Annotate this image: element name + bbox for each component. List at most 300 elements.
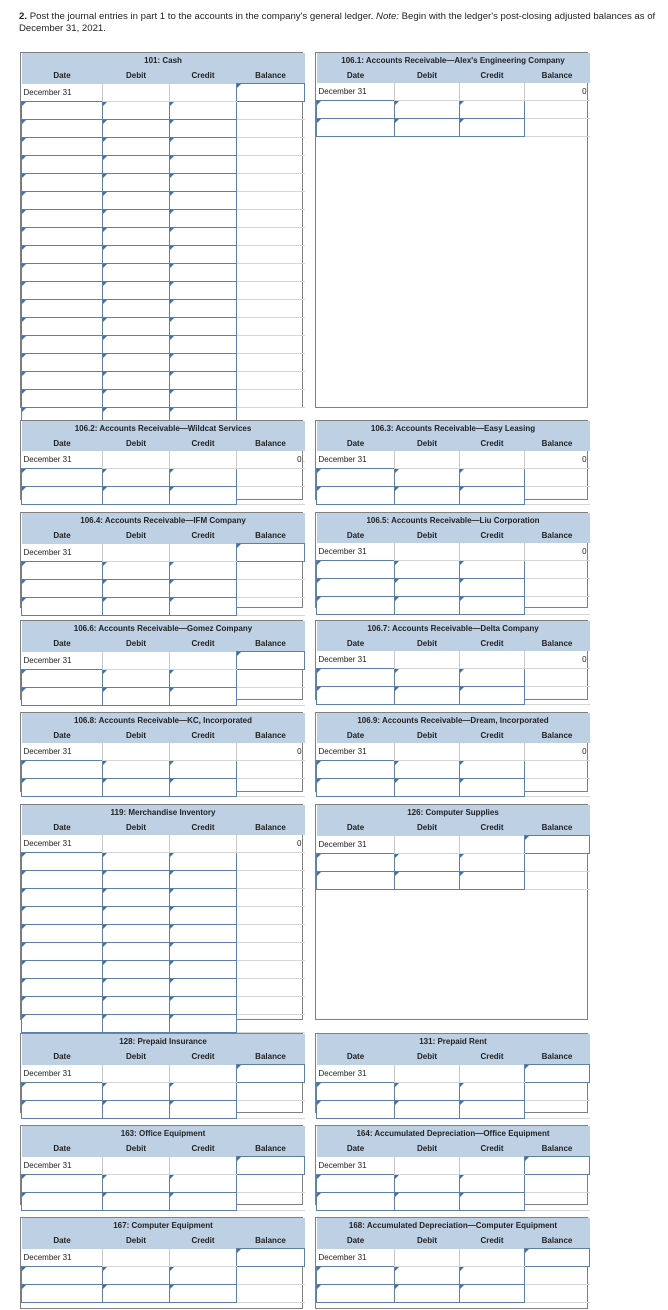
start-balance-input[interactable] [237, 652, 305, 670]
credit-input[interactable] [170, 1101, 237, 1119]
credit-input[interactable] [170, 1175, 237, 1193]
entry-row [22, 670, 305, 688]
date-select[interactable] [317, 579, 395, 597]
credit-input[interactable] [170, 907, 237, 925]
start-date: December 31 [318, 655, 367, 664]
debit-input[interactable] [103, 670, 170, 688]
date-select[interactable] [22, 943, 103, 961]
debit-input[interactable] [395, 854, 460, 872]
ledger-account-106-4 [20, 512, 303, 608]
debit-input[interactable] [103, 282, 170, 300]
entry-row [317, 854, 590, 872]
debit-input[interactable] [103, 871, 170, 889]
credit-input[interactable] [460, 1175, 525, 1193]
entry-row [317, 1285, 590, 1303]
account-title: 131: Prepaid Rent [317, 1034, 590, 1049]
date-select[interactable] [22, 318, 103, 336]
credit-input[interactable] [460, 854, 525, 872]
credit-input[interactable] [170, 1267, 237, 1285]
debit-input[interactable] [395, 469, 460, 487]
start-debit [103, 1157, 170, 1175]
debit-input[interactable] [395, 579, 460, 597]
balance-cell [237, 102, 305, 120]
credit-input[interactable] [460, 1101, 525, 1119]
column-header-balance: Balance [525, 820, 590, 836]
account-title: 106.9: Accounts Receivable—Dream, Incorporated [317, 713, 590, 728]
debit-input[interactable] [103, 961, 170, 979]
entry-row [22, 156, 305, 174]
debit-input[interactable] [103, 228, 170, 246]
date-select[interactable] [317, 561, 395, 579]
start-credit [460, 1157, 525, 1175]
date-select[interactable] [22, 487, 103, 505]
balance-cell [237, 318, 305, 336]
ledger-account-131 [315, 1033, 588, 1113]
credit-input[interactable] [170, 1083, 237, 1101]
date-select[interactable] [22, 598, 103, 616]
date-select[interactable] [22, 192, 103, 210]
ledger-account-106-1 [315, 52, 588, 408]
entry-row [317, 761, 590, 779]
debit-input[interactable] [103, 1101, 170, 1119]
column-header-debit: Debit [103, 1141, 170, 1157]
debit-input[interactable] [103, 390, 170, 408]
column-header-debit: Debit [103, 528, 170, 544]
note-text: Begin with the ledger's post-closing adjusted balances as of December 31, 2021. [19, 11, 656, 34]
debit-input[interactable] [103, 300, 170, 318]
entry-row [317, 469, 590, 487]
debit-input[interactable] [103, 580, 170, 598]
start-balance-input[interactable] [237, 1157, 305, 1175]
account-title: 164: Accumulated Depreciation—Office Equipment [317, 1126, 590, 1141]
entry-row [317, 1175, 590, 1193]
ledger-account-106-5 [315, 512, 588, 608]
ledger-account-168 [315, 1217, 588, 1309]
date-select[interactable] [22, 871, 103, 889]
credit-input[interactable] [170, 997, 237, 1015]
start-credit [170, 84, 237, 102]
credit-input[interactable] [170, 102, 237, 120]
column-header-credit: Credit [460, 728, 525, 743]
date-select[interactable] [22, 1267, 103, 1285]
column-header-balance: Balance [237, 68, 305, 84]
debit-input[interactable] [103, 598, 170, 616]
column-header-balance: Balance [525, 528, 590, 543]
entry-row [317, 669, 590, 687]
debit-input[interactable] [395, 1175, 460, 1193]
date-select[interactable] [317, 1193, 395, 1211]
date-select[interactable] [317, 119, 395, 137]
date-select[interactable] [22, 390, 103, 408]
credit-input[interactable] [460, 597, 525, 615]
start-balance-input[interactable] [237, 1249, 305, 1267]
credit-input[interactable] [460, 1267, 525, 1285]
account-title: 128: Prepaid Insurance [22, 1034, 305, 1049]
debit-input[interactable] [103, 264, 170, 282]
credit-input[interactable] [460, 487, 525, 505]
credit-input[interactable] [170, 580, 237, 598]
start-credit [170, 743, 237, 761]
column-header-date: Date [22, 68, 103, 84]
balance-cell [237, 871, 305, 889]
debit-input[interactable] [103, 120, 170, 138]
start-date: December 31 [23, 455, 72, 464]
debit-input[interactable] [103, 853, 170, 871]
balance-cell [237, 943, 305, 961]
column-header-balance: Balance [237, 820, 305, 835]
date-select[interactable] [22, 469, 103, 487]
entry-row [22, 469, 305, 487]
date-select[interactable] [22, 979, 103, 997]
credit-input[interactable] [170, 1015, 237, 1033]
date-select[interactable] [22, 853, 103, 871]
credit-input[interactable] [460, 119, 525, 137]
credit-input[interactable] [460, 669, 525, 687]
column-header-debit: Debit [103, 728, 170, 743]
balance-cell [525, 669, 590, 687]
balance-cell [525, 761, 590, 779]
balance-cell [237, 372, 305, 390]
credit-input[interactable] [170, 469, 237, 487]
debit-input[interactable] [395, 687, 460, 705]
debit-input[interactable] [395, 669, 460, 687]
credit-input[interactable] [170, 1285, 237, 1303]
date-select[interactable] [317, 687, 395, 705]
start-credit [170, 1065, 237, 1083]
start-credit [460, 1065, 525, 1083]
debit-input[interactable] [395, 101, 460, 119]
date-select[interactable] [22, 1083, 103, 1101]
column-header-debit: Debit [395, 528, 460, 543]
account-title: 168: Accumulated Depreciation—Computer Equipment [317, 1218, 590, 1233]
credit-input[interactable] [460, 561, 525, 579]
date-select[interactable] [22, 907, 103, 925]
debit-input[interactable] [395, 119, 460, 137]
date-select[interactable] [22, 761, 103, 779]
start-credit [460, 1249, 525, 1267]
start-credit [460, 836, 525, 854]
debit-input[interactable] [103, 688, 170, 706]
column-header-debit: Debit [103, 1233, 170, 1249]
debit-input[interactable] [103, 192, 170, 210]
date-select[interactable] [317, 1101, 395, 1119]
entry-row [22, 1015, 305, 1033]
credit-input[interactable] [460, 687, 525, 705]
credit-input[interactable] [170, 979, 237, 997]
ledger-account-106-6 [20, 620, 303, 700]
entry-row [317, 687, 590, 705]
debit-input[interactable] [103, 336, 170, 354]
start-debit [395, 451, 460, 469]
start-debit [103, 451, 170, 469]
date-select[interactable] [22, 1175, 103, 1193]
credit-input[interactable] [170, 228, 237, 246]
debit-input[interactable] [103, 943, 170, 961]
column-header-balance: Balance [525, 68, 590, 83]
debit-input[interactable] [103, 1285, 170, 1303]
start-debit [103, 1065, 170, 1083]
debit-input[interactable] [395, 761, 460, 779]
column-header-debit: Debit [395, 1233, 460, 1249]
ledger-account-106-7 [315, 620, 588, 700]
credit-input[interactable] [170, 210, 237, 228]
credit-input[interactable] [170, 598, 237, 616]
debit-input[interactable] [103, 562, 170, 580]
start-date: December 31 [318, 1252, 367, 1262]
date-select[interactable] [22, 102, 103, 120]
account-title: 106.5: Accounts Receivable—Liu Corporation [317, 513, 590, 528]
start-date: December 31 [23, 87, 72, 97]
credit-input[interactable] [460, 1285, 525, 1303]
credit-input[interactable] [170, 138, 237, 156]
debit-input[interactable] [395, 487, 460, 505]
account-title: 106.4: Accounts Receivable—IFM Company [22, 513, 305, 528]
credit-input[interactable] [170, 1193, 237, 1211]
column-header-credit: Credit [460, 1049, 525, 1065]
entry-row [317, 579, 590, 597]
debit-input[interactable] [103, 1193, 170, 1211]
date-select[interactable] [317, 779, 395, 797]
balance-cell [525, 854, 590, 872]
balance-cell [237, 1267, 305, 1285]
debit-input[interactable] [103, 246, 170, 264]
credit-input[interactable] [170, 943, 237, 961]
start-balance-input[interactable] [237, 84, 305, 102]
credit-input[interactable] [170, 390, 237, 408]
credit-input[interactable] [170, 156, 237, 174]
balance-cell [525, 579, 590, 597]
debit-input[interactable] [395, 1101, 460, 1119]
date-select[interactable] [317, 101, 395, 119]
debit-input[interactable] [103, 889, 170, 907]
date-select[interactable] [22, 174, 103, 192]
account-title: 119: Merchandise Inventory [22, 805, 305, 820]
credit-input[interactable] [170, 174, 237, 192]
question-number: 2. [19, 11, 28, 22]
credit-input[interactable] [460, 579, 525, 597]
account-title: 163: Office Equipment [22, 1126, 305, 1141]
date-select[interactable] [22, 562, 103, 580]
credit-input[interactable] [170, 562, 237, 580]
date-select[interactable] [317, 1083, 395, 1101]
date-select[interactable] [22, 354, 103, 372]
date-select[interactable] [22, 925, 103, 943]
start-balance: 0 [237, 743, 305, 761]
balance-cell [525, 1267, 590, 1285]
date-select[interactable] [22, 670, 103, 688]
date-select[interactable] [22, 282, 103, 300]
start-balance-input[interactable] [237, 1065, 305, 1083]
entry-row [22, 228, 305, 246]
date-select[interactable] [22, 120, 103, 138]
debit-input[interactable] [103, 156, 170, 174]
date-select[interactable] [22, 688, 103, 706]
credit-input[interactable] [460, 1193, 525, 1211]
date-select[interactable] [22, 246, 103, 264]
credit-input[interactable] [460, 1083, 525, 1101]
date-select[interactable] [317, 761, 395, 779]
debit-input[interactable] [103, 102, 170, 120]
credit-input[interactable] [170, 192, 237, 210]
account-title: 101: Cash [22, 53, 305, 68]
entry-row [317, 1101, 590, 1119]
ledger-account-164 [315, 1125, 588, 1205]
date-select[interactable] [22, 1101, 103, 1119]
balance-cell [525, 1083, 590, 1101]
debit-input[interactable] [395, 1267, 460, 1285]
credit-input[interactable] [170, 961, 237, 979]
debit-input[interactable] [395, 561, 460, 579]
account-title: 106.6: Accounts Receivable—Gomez Company [22, 621, 305, 636]
column-header-debit: Debit [395, 436, 460, 451]
column-header-credit: Credit [170, 1141, 237, 1157]
balance-cell [237, 907, 305, 925]
start-balance: 0 [525, 743, 590, 761]
credit-input[interactable] [170, 670, 237, 688]
start-date: December 31 [23, 655, 72, 665]
debit-input[interactable] [395, 1285, 460, 1303]
start-date: December 31 [318, 87, 367, 96]
debit-input[interactable] [103, 210, 170, 228]
debit-input[interactable] [395, 872, 460, 890]
balance-cell [237, 688, 305, 706]
debit-input[interactable] [103, 925, 170, 943]
date-select[interactable] [22, 580, 103, 598]
start-balance-input[interactable] [237, 544, 305, 562]
credit-input[interactable] [460, 101, 525, 119]
date-select[interactable] [317, 1175, 395, 1193]
date-select[interactable] [22, 997, 103, 1015]
entry-row [22, 961, 305, 979]
entry-row [22, 318, 305, 336]
date-select[interactable] [317, 597, 395, 615]
entry-row [22, 1267, 305, 1285]
credit-input[interactable] [170, 246, 237, 264]
date-select[interactable] [317, 487, 395, 505]
balance-cell [237, 979, 305, 997]
entry-row [317, 872, 590, 890]
date-select[interactable] [22, 889, 103, 907]
account-title: 126: Computer Supplies [317, 805, 590, 820]
date-select[interactable] [317, 872, 395, 890]
credit-input[interactable] [170, 889, 237, 907]
credit-input[interactable] [170, 120, 237, 138]
credit-input[interactable] [460, 872, 525, 890]
debit-input[interactable] [395, 779, 460, 797]
credit-input[interactable] [170, 372, 237, 390]
balance-cell [525, 1101, 590, 1119]
credit-input[interactable] [170, 318, 237, 336]
credit-input[interactable] [170, 925, 237, 943]
start-debit [395, 1157, 460, 1175]
debit-input[interactable] [103, 354, 170, 372]
start-balance-input[interactable] [525, 836, 590, 854]
date-select[interactable] [22, 210, 103, 228]
debit-input[interactable] [103, 779, 170, 797]
date-select[interactable] [317, 669, 395, 687]
debit-input[interactable] [103, 372, 170, 390]
date-select[interactable] [22, 779, 103, 797]
debit-input[interactable] [103, 318, 170, 336]
balance-cell [525, 872, 590, 890]
date-select[interactable] [317, 854, 395, 872]
credit-input[interactable] [170, 264, 237, 282]
start-credit [170, 652, 237, 670]
debit-input[interactable] [103, 174, 170, 192]
credit-input[interactable] [460, 761, 525, 779]
account-title: 106.7: Accounts Receivable—Delta Company [317, 621, 590, 636]
column-header-date: Date [317, 636, 395, 651]
credit-input[interactable] [170, 336, 237, 354]
credit-input[interactable] [170, 779, 237, 797]
debit-input[interactable] [103, 997, 170, 1015]
start-balance-input[interactable] [525, 1249, 590, 1267]
credit-input[interactable] [170, 487, 237, 505]
entry-row [317, 101, 590, 119]
date-select[interactable] [317, 469, 395, 487]
date-select[interactable] [22, 264, 103, 282]
column-header-date: Date [317, 1049, 395, 1065]
date-select[interactable] [317, 1285, 395, 1303]
date-select[interactable] [22, 336, 103, 354]
column-header-credit: Credit [170, 436, 237, 451]
balance-cell [237, 469, 305, 487]
debit-input[interactable] [103, 979, 170, 997]
credit-input[interactable] [170, 354, 237, 372]
credit-input[interactable] [460, 469, 525, 487]
debit-input[interactable] [103, 907, 170, 925]
debit-input[interactable] [103, 469, 170, 487]
debit-input[interactable] [103, 1015, 170, 1033]
credit-input[interactable] [170, 761, 237, 779]
date-select[interactable] [22, 961, 103, 979]
credit-input[interactable] [170, 300, 237, 318]
column-header-credit: Credit [170, 820, 237, 835]
balance-cell [237, 761, 305, 779]
date-select[interactable] [22, 156, 103, 174]
start-balance-input[interactable] [525, 1157, 590, 1175]
debit-input[interactable] [103, 1267, 170, 1285]
credit-input[interactable] [170, 688, 237, 706]
debit-input[interactable] [103, 1083, 170, 1101]
debit-input[interactable] [103, 138, 170, 156]
column-header-date: Date [22, 1049, 103, 1065]
debit-input[interactable] [395, 1083, 460, 1101]
credit-input[interactable] [170, 871, 237, 889]
date-select[interactable] [22, 1193, 103, 1211]
debit-input[interactable] [395, 597, 460, 615]
debit-input[interactable] [103, 487, 170, 505]
account-title: 106.1: Accounts Receivable—Alex's Engineering Company [317, 53, 590, 68]
start-balance-input[interactable] [525, 1065, 590, 1083]
entry-row [22, 1193, 305, 1211]
date-select[interactable] [22, 1015, 103, 1033]
debit-input[interactable] [103, 1175, 170, 1193]
date-select[interactable] [22, 228, 103, 246]
date-select[interactable] [22, 372, 103, 390]
date-select[interactable] [22, 138, 103, 156]
date-select[interactable] [317, 1267, 395, 1285]
credit-input[interactable] [170, 282, 237, 300]
debit-input[interactable] [395, 1193, 460, 1211]
credit-input[interactable] [460, 779, 525, 797]
entry-row [317, 779, 590, 797]
column-header-date: Date [317, 820, 395, 836]
credit-input[interactable] [170, 853, 237, 871]
debit-input[interactable] [103, 761, 170, 779]
date-select[interactable] [22, 300, 103, 318]
date-select[interactable] [22, 1285, 103, 1303]
